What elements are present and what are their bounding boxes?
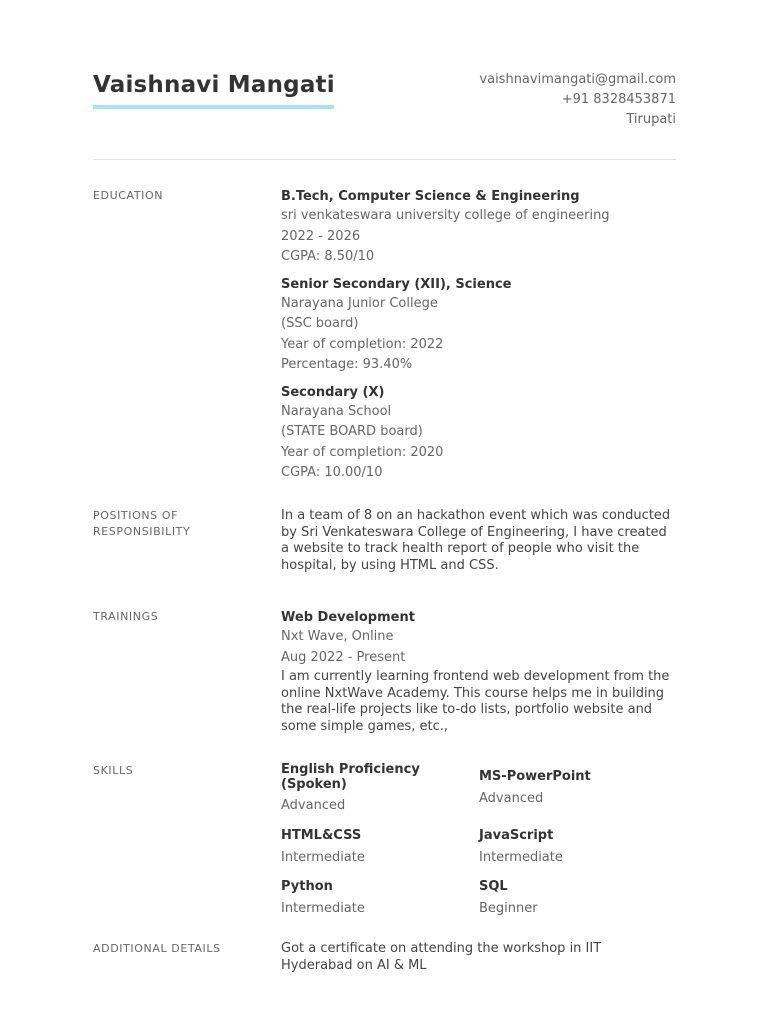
skill-item — [479, 770, 664, 809]
training-title: Web Development — [281, 610, 415, 625]
skill-item — [281, 829, 466, 868]
education-entry — [281, 188, 676, 268]
section-label-additional: ADDITIONAL DETAILS — [93, 942, 221, 955]
training-description: I am currently learning frontend web development from the online NxtWave Academy. This course helps me in building the real-life projects like to-do lists, portfolio website and some simple games, etc., — [281, 669, 670, 734]
contact-email[interactable]: vaishnavimangati@gmail.com — [479, 72, 676, 87]
skill-item — [281, 880, 466, 919]
skill-level: Intermediate — [281, 849, 365, 865]
skill-item — [479, 880, 664, 919]
contact-location: Tirupati — [626, 112, 676, 127]
skill-level: Advanced — [281, 798, 346, 813]
education-detail: CGPA: 8.50/10 — [281, 249, 375, 264]
education-detail: Year of completion: 2020 — [281, 444, 444, 460]
skill-item — [479, 829, 664, 868]
section-label-skills: SKILLS — [93, 764, 134, 777]
section-label-trainings: TRAININGS — [93, 610, 159, 623]
skill-level: Beginner — [479, 900, 538, 916]
education-detail: Year of completion: 2022 — [281, 336, 444, 352]
contact-info — [479, 70, 676, 130]
education-detail: Percentage: 93.40% — [281, 357, 413, 372]
candidate-name: Vaishnavi Mangati — [93, 72, 335, 98]
skill-item — [281, 763, 466, 816]
skill-name: MS-PowerPoint — [479, 769, 591, 784]
education-entry — [281, 384, 676, 484]
positions-body — [281, 508, 676, 574]
training-org: Nxt Wave, Online — [281, 629, 394, 644]
trainings-body — [281, 609, 676, 735]
education-detail: sri venkateswara university college of engineering — [281, 208, 610, 223]
skill-name: SQL — [479, 879, 508, 894]
section-label-line: POSITIONS OF — [93, 509, 179, 522]
positions-text: In a team of 8 on an hackathon event which was conducted by Sri Venkateswara College of Engineering, I have created a website to track health report of people who visit the hospital, by using HTML and CSS. — [281, 508, 671, 573]
education-title: Senior Secondary (XII), Science — [281, 276, 512, 292]
contact-phone: +91 8328453871 — [561, 92, 676, 107]
additional-text: Got a certificate on attending the workshop in IIT Hyderabad on AI & ML — [281, 941, 602, 973]
skill-level: Advanced — [479, 790, 544, 806]
education-detail: (STATE BOARD board) — [281, 424, 423, 439]
education-detail: CGPA: 10.00/10 — [281, 465, 383, 480]
header-divider — [93, 159, 676, 160]
education-detail: 2022 - 2026 — [281, 228, 361, 244]
resume-header — [93, 70, 676, 130]
additional-body — [281, 941, 676, 974]
skill-level: Intermediate — [479, 849, 563, 865]
skill-name: Python — [281, 879, 333, 894]
education-title: B.Tech, Computer Science & Engineering — [281, 189, 580, 204]
name-underline — [93, 105, 334, 109]
education-title: Secondary (X) — [281, 384, 385, 400]
skill-name: English Proficiency (Spoken) — [281, 762, 420, 792]
education-body — [281, 188, 676, 492]
section-label-positions — [93, 508, 253, 540]
education-entry — [281, 276, 676, 376]
skill-level: Intermediate — [281, 900, 365, 916]
education-detail: Narayana Junior College — [281, 295, 438, 311]
education-detail: (SSC board) — [281, 316, 359, 331]
training-period: Aug 2022 - Present — [281, 649, 406, 665]
section-label-education: EDUCATION — [93, 189, 164, 202]
education-detail: Narayana School — [281, 403, 392, 419]
section-label-line: RESPONSIBILITY — [93, 525, 191, 538]
skill-name: JavaScript — [479, 828, 554, 843]
skill-name: HTML&CSS — [281, 828, 362, 843]
